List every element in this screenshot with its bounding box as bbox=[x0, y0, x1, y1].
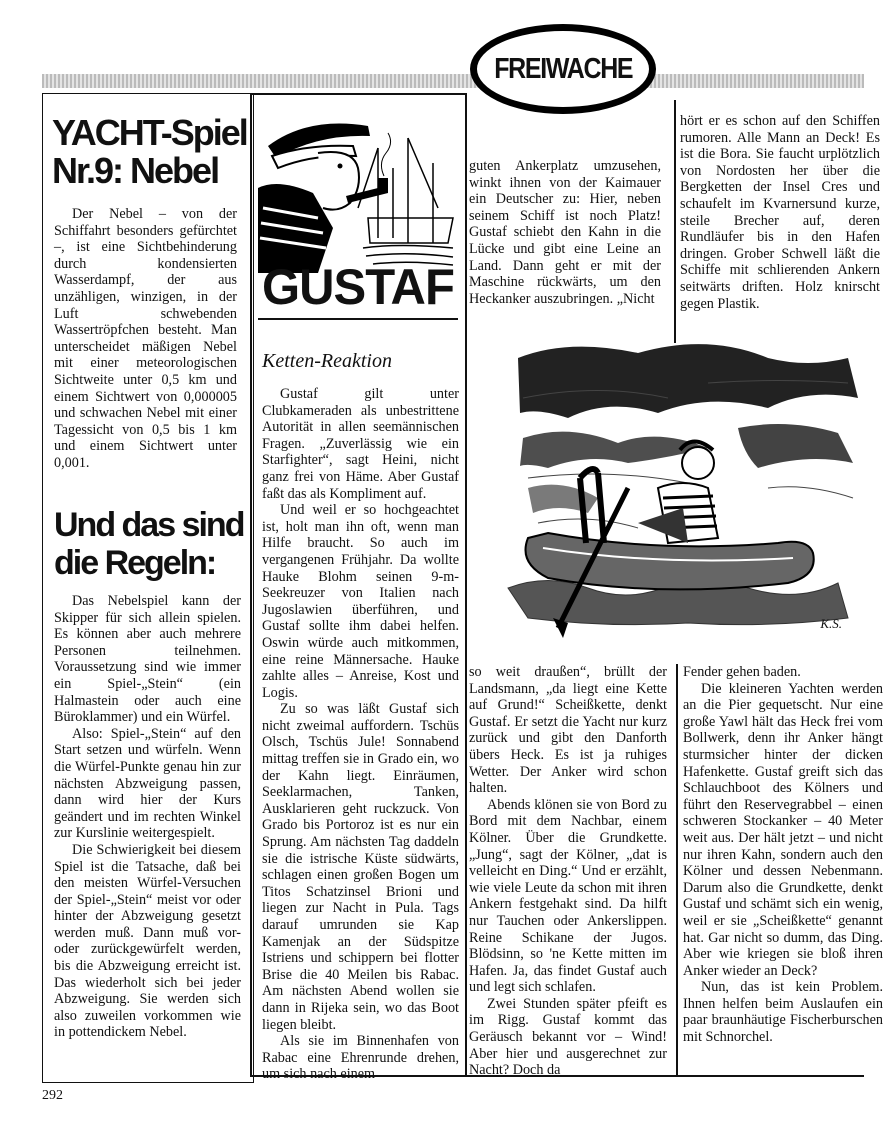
illustrator-signature: K.S. bbox=[820, 616, 842, 631]
story-paragraph: Als sie im Binnenhafen von Rabac eine Ehrenrunde drehen, um sich nach einem bbox=[262, 1033, 459, 1083]
story-paragraph: Zu so was läßt Gustaf sich nicht zweimal auffordern. Tschüs Olsch, Tschüs Jule! Sonnabend mittag treffen sie in Grado ein, wo der Kahn liegt. Einräumen, Seeklarmachen, Tanken, Ausklarieren geht ruckzuck. Von Grado bis Portoroz ist es nur ein Sprung. Am nächsten Tag daddeln sie die istrische Küste südwärts, schlagen einen großen Bogen um Titos Schatzinsel Brioni und liegen zur Nacht in Pula. Tags darauf umrunden sie Kap Kamenjak an der Südspitze Istriens und schippern bei flotter Brise die 40 Meilen bis Rabac. Am nächsten Abend wollen sie dann in Rijeka sein, wo das Boot liegen bleibt. bbox=[262, 701, 459, 1033]
story-paragraph: Zwei Stunden später pfeift es im Rigg. Gustaf kommt das Geräusch bekannt vor – Wind! Aber hier und ausgerechnet zur Nacht? Doch da bbox=[469, 995, 667, 1079]
column-rule bbox=[465, 93, 467, 1076]
frame-top-left bbox=[250, 93, 465, 95]
story-paragraph: guten Ankerplatz umzusehen, winkt ihnen von der Kaimauer ein Deutscher zu: Hier, neben seinem Schiff ist noch Platz! Gustaf schiebt den Kahn in die Lücke und gibt eine Leine an Land. Dann geht er mit der Maschine rückwärts, um den Heckanker auszubringen. „Nicht bbox=[469, 158, 661, 307]
game-title: YACHT-Spiel Nr.9: Nebel bbox=[52, 112, 247, 191]
story-column-4-bottom bbox=[683, 664, 883, 1046]
story-paragraph: hört er es schon auf den Schiffen rumoren. Alle Mann an Deck! Es ist die Bora. Sie faucht urplötzlich von Nordosten her über die Bergketten der Insel Cres und schaufelt im Kvarnersund kurze, steile Brecher auf, deren Rundläufer bis in den Hafen dringen. Grober Schwell läßt die Schiffe mit schlierenden Ankern seitwärts driften. Holz knirscht gegen Plastik. bbox=[680, 113, 880, 312]
story-paragraph: Nun, das ist kein Problem. Ihnen helfen beim Auslaufen ein paar braunhäutige Fischerburschen mit Schnorchel. bbox=[683, 979, 883, 1046]
story-paragraph: so weit draußen“, brüllt der Landsmann, „da liegt eine Kette auf Grund!“ Scheißkette, denkt Gustaf. Er setzt die Yacht nur kurz zurück und gibt den Danforth übers Heck. Es ist ja ruhiges Wetter. Der Anker wird schon halten. bbox=[469, 664, 667, 797]
fog-intro-paragraph: Der Nebel – von der Schiffahrt besonders gefürchtet –, ist eine Sichtbehinderung durch kondensierten Wasserdampf, der aus unzähligen, winzigen, in der Luft schwebenden Wassertröpfchen besteht. Man unterscheidet mäßigen Nebel mit einer meteorologischen Sichtweite unter 0,5 km und einem Sichtwert von 0,000005 und schwachen Nebel mit einer Tagessicht von 0,5 bis 1 km und einem Sichtwert unter 0,001. bbox=[54, 206, 237, 471]
story-column-3-bottom bbox=[469, 664, 667, 1079]
rules-paragraph: Also: Spiel-„Stein“ auf den Start setzen und würfeln. Wenn die Würfel-Punkte genau hin zur nächsten Abzweigung passen, dann wird hier der Kurs geändert und im rechten Winkel zur Kurslinie weitergespielt. bbox=[54, 725, 241, 842]
story-column-4-top bbox=[680, 113, 880, 312]
story-column-2 bbox=[262, 386, 459, 1083]
freiwache-logo: FREIWACHE bbox=[470, 24, 656, 114]
story-column-3-top bbox=[469, 158, 661, 307]
sailor-illustration bbox=[258, 108, 458, 273]
column-rule bbox=[674, 100, 676, 343]
story-paragraph: Und weil er so hochgeachtet ist, holt man ihn oft, wenn man Hilfe braucht. So auch im vergangenen Frühjahr. Da wollte Hauke Blohm seinen 9-m-Seekreuzer von Italien nach Jugoslawien überführen, und Gustaf sollte ihm dabei helfen. Oswin würde auch mitkommen, eine reine Männersache. Hauke zahlte alles – Anreise, Kost und Logis. bbox=[262, 502, 459, 701]
story-subtitle: Ketten-Reaktion bbox=[262, 350, 392, 372]
rules-text bbox=[54, 593, 241, 1041]
column-border-left bbox=[250, 93, 252, 1076]
gustaf-title: GUSTAF bbox=[262, 259, 454, 315]
fog-intro-text bbox=[54, 206, 237, 472]
column-rule bbox=[676, 664, 678, 1076]
story-paragraph: Gustaf gilt unter Clubkameraden als unbestrittene Autorität in allen seemännischen Fragen. „Zuverlässig wie ein Starfighter“, sagt Heini, nicht ganz frei von Häme. Aber Gustaf faßt das als Kompliment auf. bbox=[262, 386, 459, 502]
rules-title: Und das sind die Regeln: bbox=[54, 506, 244, 582]
story-paragraph: Die kleineren Yachten werden an die Pier gequetscht. Nur eine große Yawl hält das Heck frei vom Bollwerk, denn ihr Anker hängt sturmsicher hinter der dicken Hafenkette. Gustaf greift sich das Schlauchboot des Kölners und führt den Reservegrabbel – einen schweren Stockanker – 40 Meter weit aus. Der hält jetzt – und nicht nur ihren Kahn, sondern auch den Kölner und dessen Nebenmann. Darum also die Grundkette, denkt Gustaf und schämt sich ein wenig, weil er sie „Scheißkette“ genannt hat. Gar nicht so dumm, das Ding. Aber wie kriegen sie bloß ihren Anker wieder an Deck? bbox=[683, 680, 883, 979]
page-number: 292 bbox=[42, 1088, 63, 1103]
story-paragraph: Abends klönen sie von Bord zu Bord mit dem Nachbar, einem Kölner. Über die Grundkette. „Jung“, sagt der Kölner, „dat is velleicht en Ding.“ Und er erzählt, wie viele Leute da schon mit ihren Ankern festgehakt sind. Da hilft nur Tauchen oder Ankerslippen. Reine Schikane der Jugos. Blödsinn, so 'ne Kette mitten im Hafen. Ja, das findet Gustaf auch und legt sich schlafen. bbox=[469, 796, 667, 996]
title-rule bbox=[258, 318, 458, 320]
rules-paragraph: Das Nebelspiel kann der Skipper für sich allein spielen. Es können aber auch mehrere Personen teilnehmen. Voraussetzung sind wie immer ein Spiel-„Stein“ (ein Halmastein oder auch eine Büroklammer) und ein Würfel. bbox=[54, 593, 241, 726]
header-band bbox=[42, 74, 864, 88]
story-paragraph: Fender gehen baden. bbox=[683, 664, 801, 680]
dinghy-illustration bbox=[508, 338, 864, 640]
rules-paragraph: Die Schwierigkeit bei diesem Spiel ist die Tatsache, daß bei den meisten Würfel-Versuchen der Spiel-„Stein“ meist vor oder hinter der Abzweigung gesetzt werden muß. Dann muß vor- oder zurückgewürfelt werden, bis die Abzweigung erreicht ist. Das wiederholt sich bei jeder Abzweigung. Sie werden sich also zuweilen vorkommen wie in pottendickem Nebel. bbox=[54, 841, 241, 1041]
